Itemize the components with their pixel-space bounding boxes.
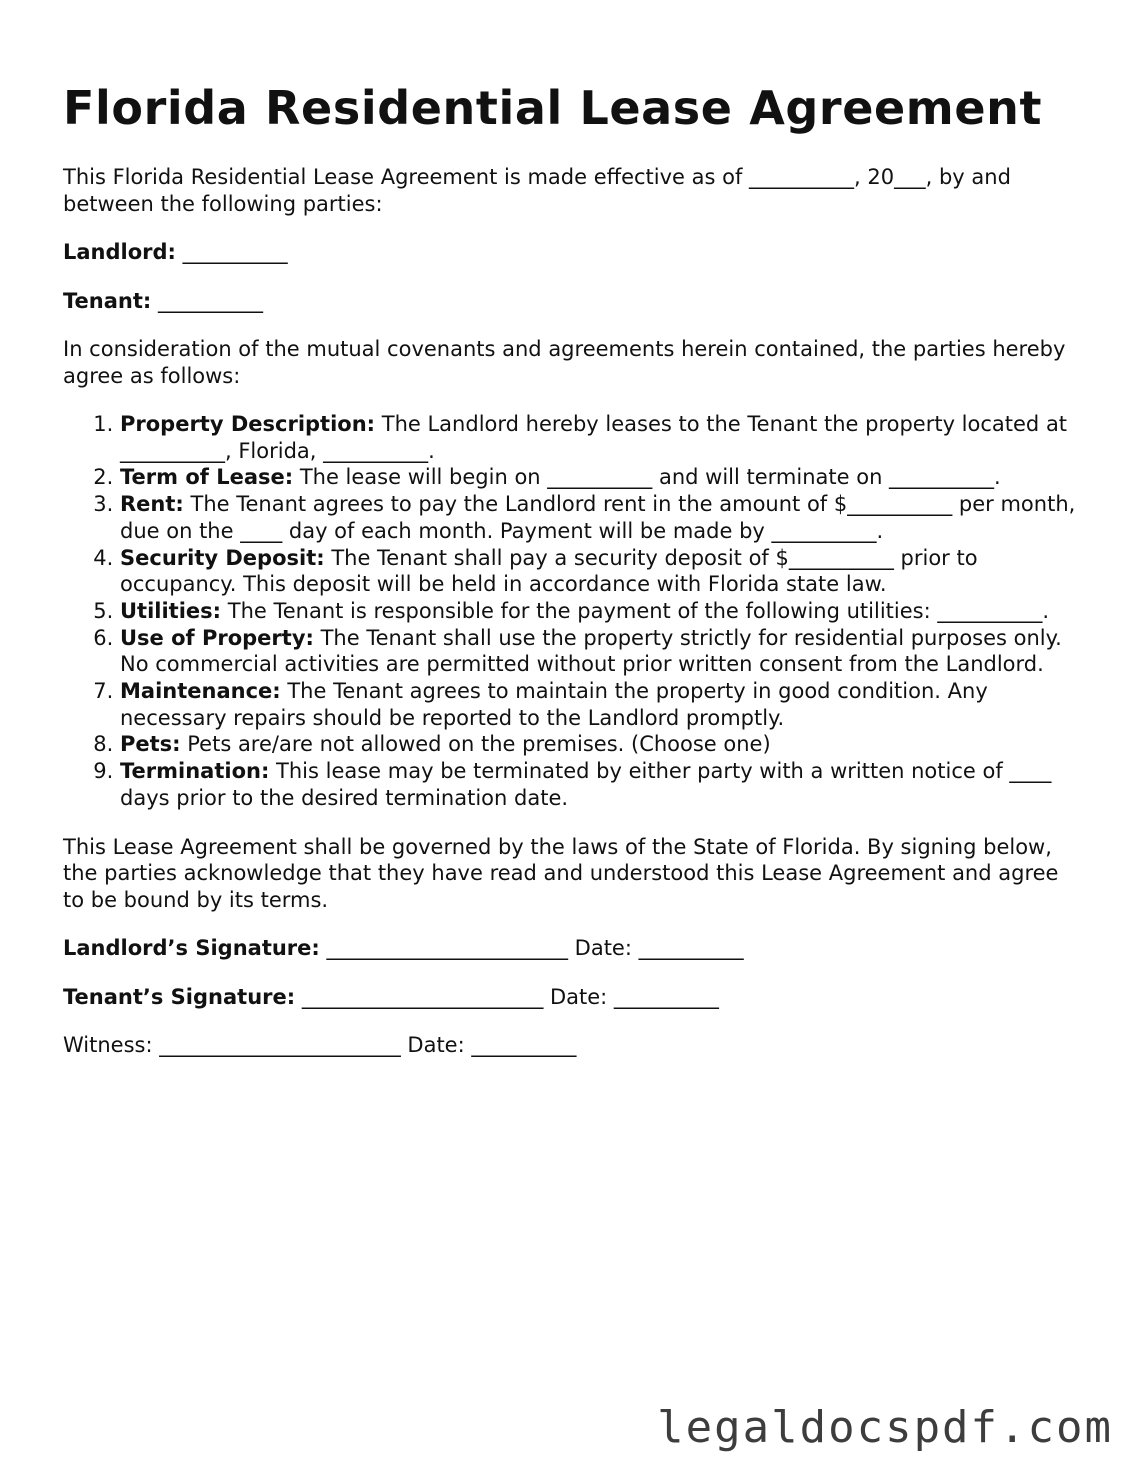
- term-label: Pets:: [120, 732, 181, 757]
- term-item-property-description: [120, 411, 1083, 464]
- tenant-signature-line: [63, 984, 1083, 1011]
- tenant-label: Tenant:: [63, 288, 152, 313]
- term-label: Term of Lease:: [120, 465, 294, 490]
- term-label: Rent:: [120, 492, 184, 517]
- term-item-rent: [120, 491, 1083, 544]
- term-text: The Tenant is responsible for the payment of the following utilities: __________.: [221, 598, 1050, 623]
- term-item-security-deposit: [120, 545, 1083, 598]
- governing-law-paragraph: This Lease Agreement shall be governed by the laws of the State of Florida. By signing below, the parties acknowledge that they have read and understood this Lease Agreement and agree to be bound by its terms.: [63, 834, 1059, 912]
- tenant-signature-label: Tenant’s Signature:: [63, 984, 296, 1009]
- term-label: Maintenance:: [120, 679, 281, 704]
- term-label: Security Deposit:: [120, 545, 325, 570]
- tenant-line: [63, 288, 1083, 315]
- terms-list: [63, 411, 1083, 812]
- term-item-term-of-lease: [120, 464, 1083, 491]
- term-label: Property Description:: [120, 412, 376, 436]
- landlord-blank: __________: [175, 240, 288, 264]
- term-item-utilities: [120, 598, 1083, 625]
- landlord-signature-blanks: _______________________ Date: __________: [319, 936, 744, 961]
- term-text: The Tenant agrees to maintain the property in good condition. Any necessary repairs should be reported to the Landlord promptly.: [120, 679, 988, 730]
- document-title: Florida Residential Lease Agreement: [63, 81, 1043, 135]
- term-label: Utilities:: [120, 598, 222, 623]
- watermark: legaldocspdf.com: [657, 1402, 1113, 1453]
- term-item-pets: [120, 731, 1083, 758]
- consideration-paragraph: In consideration of the mutual covenants and agreements herein contained, the parties hereby agree as follows:: [63, 337, 1066, 388]
- landlord-signature-line: [63, 935, 1083, 962]
- term-label: Use of Property:: [120, 625, 314, 650]
- term-item-maintenance: [120, 678, 1083, 731]
- landlord-line: [63, 239, 1083, 266]
- term-text: The Tenant shall pay a security deposit of $__________ prior to occupancy. This deposit will be held in accordance with Florida state law.: [120, 545, 978, 597]
- tenant-signature-blanks: _______________________ Date: __________: [295, 984, 719, 1009]
- witness-signature-line: Witness: _______________________ Date: __________: [63, 1033, 577, 1058]
- landlord-signature-label: Landlord’s Signature:: [63, 936, 320, 961]
- term-text: The Tenant agrees to pay the Landlord rent in the amount of $__________ per month, due on the ____ day of each month. Payment will be made by __________.: [120, 492, 1076, 543]
- term-label: Termination:: [120, 759, 270, 784]
- tenant-blank: __________: [151, 288, 263, 313]
- term-text: The Landlord hereby leases to the Tenant the property located at __________, Florida, __________.: [120, 412, 1068, 463]
- term-text: Pets are/are not allowed on the premises. (Choose one): [180, 732, 771, 757]
- term-text: The Tenant shall use the property strictly for residential purposes only. No commercial activities are permitted without prior written consent from the Landlord.: [120, 625, 1062, 677]
- term-text: This lease may be terminated by either party with a written notice of ____ days prior to the desired termination date.: [120, 759, 1052, 810]
- term-item-use-of-property: [120, 625, 1083, 678]
- landlord-label: Landlord:: [63, 240, 176, 264]
- term-item-termination: [120, 758, 1083, 811]
- intro-paragraph: This Florida Residential Lease Agreement is made effective as of __________, 20___, by and between the following parties:: [63, 165, 1011, 216]
- document-page: [63, 78, 1083, 1059]
- term-text: The lease will begin on __________ and will terminate on __________.: [293, 465, 1001, 490]
